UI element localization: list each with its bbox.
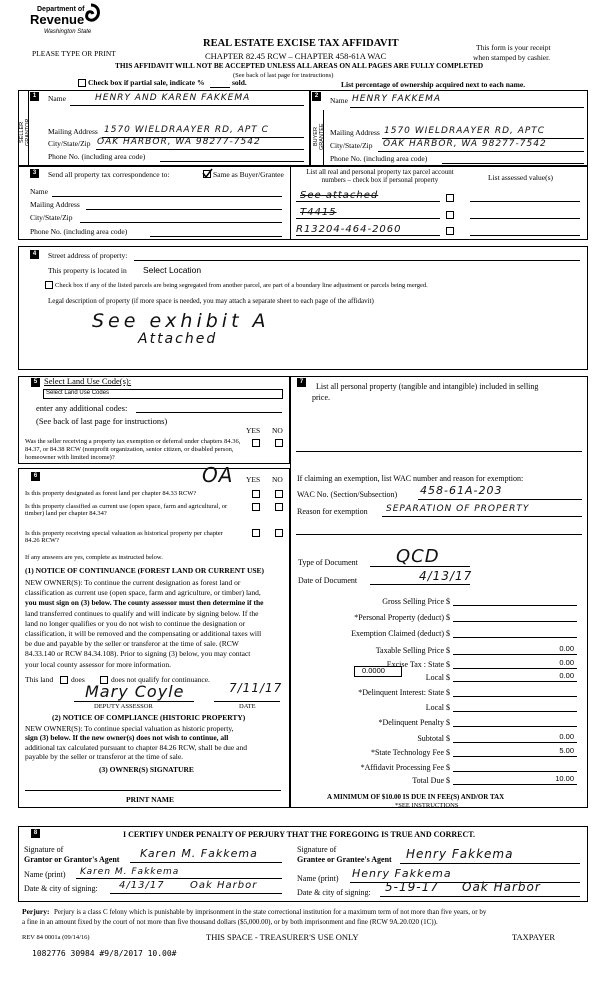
continuance-line: be due and payable by the seller or transferor at the time of sale. (RCW (25, 639, 239, 649)
see-back-5: (See back of last page for instructions) (36, 416, 168, 426)
buyer-phone-label: Phone No. (including area code) (330, 154, 428, 163)
legal-desc-label: Legal description of property (if more space is needed, you may attach a separate sheet to each page of the affidavit) (48, 297, 374, 305)
continuance-line: classification, it will be removed and the compensating or additional taxes will (25, 629, 262, 639)
partial-sale-checkbox[interactable] (78, 79, 86, 87)
tax-row-label: Subtotal $ (417, 734, 450, 743)
form-chapter: CHAPTER 82.45 RCW – CHAPTER 458-61A WAC (205, 51, 387, 61)
does-label: does (71, 675, 85, 684)
doc-type[interactable]: QCD (396, 546, 440, 567)
parcel-header: List all real and personal property tax parcel account numbers – check box if personal property (306, 168, 454, 185)
compliance-text (25, 724, 247, 762)
section-number: 8 (31, 829, 40, 838)
seller-name-label: Name (48, 94, 66, 103)
yes-label: YES (246, 475, 261, 484)
no-label: NO (272, 475, 283, 484)
corr-name-label: Name (30, 187, 48, 196)
grantee-sig-label-2: Grantee or Grantee's Agent (297, 855, 392, 864)
forest-no-checkbox[interactable] (275, 490, 283, 498)
taxpayer-label: TAXPAYER (512, 932, 556, 942)
form-warning: THIS AFFIDAVIT WILL NOT BE ACCEPTED UNLESS ALL AREAS ON ALL PAGES ARE FULLY COMPLETED (115, 61, 484, 70)
grantor-date[interactable]: 4/13/17 (119, 880, 165, 891)
partial-sale-label: Check box if partial sale, indicate % (88, 78, 205, 87)
tax-row-value[interactable]: 0.00 (559, 671, 574, 680)
parcel-1[interactable]: See attached (300, 190, 379, 201)
please-type: PLEASE TYPE OR PRINT (32, 49, 116, 58)
current-use-q: Is this property classified as current use (open space, farm and agricultural, or timber) land per chapter 84.34? (25, 503, 228, 518)
compliance-line: additional tax calculated pursuant to chapter 84.26 RCW, shall be due and (25, 742, 247, 752)
s5-yes-checkbox[interactable] (252, 439, 260, 447)
corr-mail-label: Mailing Address (30, 200, 80, 209)
receipt-note-2: when stamped by cashier. (473, 53, 551, 62)
exemption-reason[interactable]: SEPARATION OF PROPERTY (386, 504, 530, 514)
compliance-heading: (2) NOTICE OF COMPLIANCE (HISTORIC PROPERTY) (52, 713, 246, 722)
personal-property-label-2: price. (312, 393, 330, 402)
seller-mail-label: Mailing Address (48, 127, 98, 136)
seller-vertical-label: SELLER GRANTOR (19, 118, 31, 146)
parcel-3-personal-checkbox[interactable] (446, 227, 454, 235)
send-correspondence-label: Send all property tax correspondence to: (48, 170, 170, 179)
rev-number: REV 84 0001a (09/14/16) (22, 934, 90, 941)
buyer-name[interactable]: HENRY FAKKEMA (352, 94, 442, 104)
tax-row-label: *Affidavit Processing Fee $ (360, 763, 450, 772)
seller-mail[interactable]: 1570 WIELDRAAYER RD, APT C (104, 125, 269, 135)
section-number: 5 (31, 378, 40, 387)
tax-row-label: Gross Selling Price $ (382, 597, 450, 606)
land-use-label: Select Land Use Code(s): (44, 376, 132, 386)
print-name-label: PRINT NAME (126, 795, 174, 804)
grantee-signature[interactable]: Henry Fakkema (406, 847, 514, 861)
deputy-assessor-label: DEPUTY ASSESSOR (94, 703, 153, 710)
grantee-city[interactable]: Oak Harbor (462, 880, 541, 894)
owner-sig-heading: (3) OWNER(S) SIGNATURE (99, 765, 194, 774)
tax-row-label: Local $ (425, 703, 450, 712)
grantor-date-label: Date & city of signing: (24, 884, 98, 893)
perjury-text-1: Perjury is a class C felony which is punishable by imprisonment in the state correctional institution for a maximum term of not more than five years, or by (54, 908, 487, 916)
parcel-1-personal-checkbox[interactable] (446, 194, 454, 202)
dept-text: Department of (37, 6, 85, 13)
seller-city[interactable]: OAK HARBOR, WA 98277-7542 (97, 137, 261, 147)
parcel-3[interactable]: R13204-464-2060 (296, 224, 402, 235)
does-not-label: does not qualify for continuance. (111, 675, 210, 684)
tax-row-label: Excise Tax : State $ (386, 660, 450, 669)
date-label: DATE (239, 703, 256, 710)
corr-city-label: City/State/Zip (30, 213, 73, 222)
doc-type-label: Type of Document (298, 558, 358, 567)
parcel-2-personal-checkbox[interactable] (446, 211, 454, 219)
yes-label: YES (246, 426, 261, 435)
perjury-label: Perjury: (22, 907, 50, 916)
section-number: 3 (30, 169, 39, 178)
local-rate[interactable]: 0.0000 (362, 666, 385, 675)
doc-date[interactable]: 4/13/17 (419, 569, 473, 583)
buyer-mail-label: Mailing Address (330, 128, 380, 137)
exemption-question: Was the seller receiving a property tax exemption or deferral under chapters 84.36, 84.37, or 84.38 RCW (nonprofit organization, senior citizen, or disabled person, homeowner with limited income)? (25, 438, 241, 462)
seller-phone-label: Phone No. (including area code) (48, 152, 146, 161)
grantor-city[interactable]: Oak Harbor (190, 880, 258, 891)
continuance-line: classification as current use (open space, farm and agriculture, or timber) land, (25, 588, 261, 598)
historic-yes-checkbox[interactable] (252, 529, 260, 537)
legal-desc-line-2[interactable]: Attached (138, 331, 218, 347)
segregated-checkbox[interactable] (45, 281, 53, 289)
continuance-line: land no longer qualifies or you do not wish to continue the designation or (25, 618, 246, 628)
location-select[interactable]: Select Location (143, 265, 202, 275)
grantee-sig-label-1: Signature of (297, 845, 337, 854)
form-title: REAL ESTATE EXCISE TAX AFFIDAVIT (203, 38, 399, 49)
section-number: 6 (31, 472, 40, 481)
segregated-label: Check box if any of the listed parcels are being segregated from another parcel, are part of a boundary line adjustment or parcels being merged. (55, 282, 428, 289)
reason-label: Reason for exemption (297, 507, 368, 516)
section-number: 4 (30, 250, 39, 259)
continuance-line: your local county assessor for more information. (25, 659, 172, 669)
continuance-line: 84.33.140 or RCW 84.34.108). Prior to signing (3) below, you may contact (25, 649, 251, 659)
forest-yes-checkbox[interactable] (252, 490, 260, 498)
seller-name[interactable]: HENRY AND KAREN FAKKEMA (95, 93, 251, 103)
this-land-label: This land (25, 675, 54, 684)
exemption-heading: If claiming an exemption, list WAC number and reason for exemption: (297, 474, 524, 483)
tax-row-label: Taxable Selling Price $ (375, 646, 450, 655)
doc-date-label: Date of Document (298, 576, 358, 585)
tax-row-value[interactable]: 5.00 (559, 746, 574, 755)
certify-text: I CERTIFY UNDER PENALTY OF PERJURY THAT THE FOREGOING IS TRUE AND CORRECT. (123, 830, 476, 839)
additional-codes-label: enter any additional codes: (36, 403, 128, 413)
forest-land-q: Is this property designated as forest land per chapter 84.33 RCW? (25, 490, 197, 497)
current-use-no-checkbox[interactable] (275, 503, 283, 511)
assessed-header: List assessed value(s) (488, 173, 553, 182)
revenue-text: Revenue (30, 12, 85, 27)
tax-row-label: *Delinquent Penalty $ (378, 718, 450, 727)
historic-q: Is this property receiving special valuation as historical property per chapter 84.26 RCW? (25, 530, 223, 545)
grantor-sig-label-1: Signature of (24, 845, 64, 854)
grantee-name-label: Name (print) (297, 874, 339, 883)
buyer-mail[interactable]: 1570 WIELDRAAYER RD, APTC (384, 126, 546, 136)
continuance-line: NEW OWNER(S): To continue the current designation as forest land or (25, 578, 241, 587)
tax-row-value[interactable]: 0.00 (559, 658, 574, 667)
land-use-select[interactable]: Select Land Use Codes (46, 390, 110, 396)
parcel-2[interactable]: T4415 (300, 207, 337, 218)
tax-row-label: Total Due $ (412, 776, 450, 785)
buyer-city[interactable]: OAK HARBOR, WA 98277-7542 (383, 139, 547, 149)
legal-desc-line-1[interactable]: See exhibit A (92, 310, 270, 332)
minimum-due-note: A MINIMUM OF $10.00 IS DUE IN FEE(S) AND/OR TAX (327, 793, 505, 801)
does-checkbox[interactable] (60, 676, 68, 684)
state-text: Washington State (44, 29, 92, 35)
treasurer-use: THIS SPACE - TREASURER'S USE ONLY (206, 932, 359, 942)
personal-property-label-1: List all personal property (tangible and intangible) included in selling (316, 382, 539, 391)
continuance-line: you must sign on (3) below. The county assessor must then determine if the (25, 598, 264, 608)
seller-city-label: City/State/Zip (48, 139, 91, 148)
tax-row-label: *State Technology Fee $ (370, 748, 450, 757)
tax-row-label: *Personal Property (deduct) $ (354, 613, 450, 622)
street-label: Street address of property: (48, 251, 128, 260)
compliance-line: payable by the seller or transferor at the time of sale. (25, 752, 184, 762)
s5-no-checkbox[interactable] (275, 439, 283, 447)
section-number: 2 (312, 92, 321, 101)
ownership-note: List percentage of ownership acquired next to each name. (341, 80, 526, 89)
dor-swirl-icon (81, 3, 101, 25)
tax-row-label: *Delinquent Interest: State $ (358, 688, 450, 697)
buyer-name-label: Name (330, 96, 348, 105)
receipt-note-1: This form is your receipt (476, 43, 551, 52)
assessor-initials: OA (202, 463, 234, 487)
see-back-note: (See back of last page for instructions) (233, 72, 334, 79)
continuance-line: land transferred continues to qualify and will indicate by signing below. If the (25, 608, 259, 618)
tax-row-label: Exemption Claimed (deduct) $ (351, 629, 450, 638)
continuance-heading: (1) NOTICE OF CONTINUANCE (FOREST LAND OR CURRENT USE) (25, 566, 265, 575)
check-mark-icon (202, 168, 213, 179)
corr-phone-label: Phone No. (including area code) (30, 227, 128, 236)
grantor-name[interactable]: Karen M. Fakkema (80, 867, 180, 877)
same-as-buyer-label: Same as Buyer/Grantee (213, 170, 284, 179)
grantee-date[interactable]: 5-19-17 (385, 880, 439, 894)
compliance-line: sign (3) below. If the new owner(s) does not wish to continue, all (25, 733, 229, 743)
perjury-text-2: a fine in an amount fixed by the court of not more than five thousand dollars ($5,000.00), or by both imprisonment and fine (RCW 9A.20.020 (1C)). (22, 918, 438, 926)
grantor-sig-label-2: Grantor or Grantor's Agent (24, 855, 120, 864)
assessor-signature: Mary Coyle (85, 682, 185, 701)
if-any-yes: If any answers are yes, complete as instructed below. (25, 554, 163, 561)
section-number: 7 (297, 378, 306, 387)
tax-row-label: Local $ (425, 673, 450, 682)
compliance-line: NEW OWNER(S): To continue special valuation as historic property, (25, 724, 234, 733)
continuance-text (25, 578, 263, 670)
section-number: 1 (30, 92, 39, 101)
grantee-date-label: Date & city of signing: (297, 888, 371, 897)
tax-row-value[interactable]: 0.00 (559, 644, 574, 653)
wac-number[interactable]: 458-61A-203 (420, 484, 503, 497)
grantor-name-label: Name (print) (24, 870, 66, 879)
wac-label: WAC No. (Section/Subsection) (297, 490, 398, 499)
sold-label: sold. (232, 78, 247, 87)
historic-no-checkbox[interactable] (275, 529, 283, 537)
buyer-city-label: City/State/Zip (330, 141, 373, 150)
no-label: NO (272, 426, 283, 435)
see-instructions: *SEE INSTRUCTIONS (395, 802, 459, 809)
located-label: This property is located in (48, 266, 127, 275)
assessor-date: 7/11/17 (229, 681, 283, 695)
cashier-stamp: 1082776 30984 #9/8/2017 10.00# (32, 949, 177, 958)
current-use-yes-checkbox[interactable] (252, 503, 260, 511)
tax-row-value[interactable]: 0.00 (559, 732, 574, 741)
grantor-signature[interactable]: Karen M. Fakkema (140, 847, 258, 860)
tax-row-value[interactable]: 10.00 (555, 774, 574, 783)
grantee-name[interactable]: Henry Fakkema (352, 867, 452, 880)
buyer-vertical-label: BUYER GRANTEE (313, 123, 325, 151)
